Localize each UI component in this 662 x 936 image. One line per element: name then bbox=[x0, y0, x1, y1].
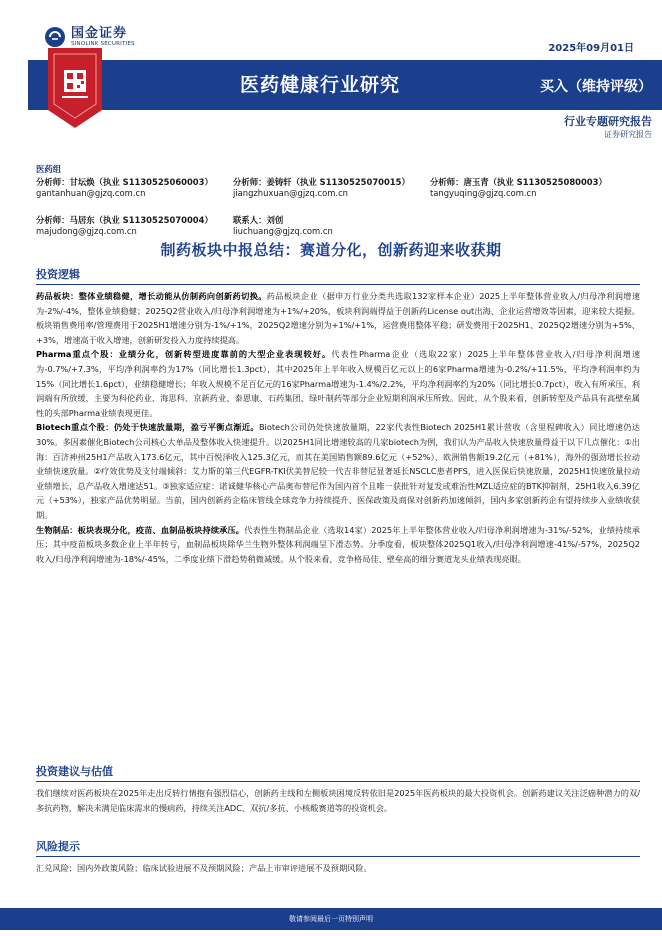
analyst-email[interactable]: majudong@gjzq.com.cn bbox=[36, 226, 137, 236]
paragraph bbox=[36, 420, 640, 522]
paragraph-body: Biotech公司仍处快速放量期，22家代表性Biotech 2025H1累计营收（含里程碑收入）同比增速仍达30%。多因素催化Biotech公司核心大单品及整体收入快速提升。以2025H1同比增速较高的几家biotech为例，我们认为产品收入快速放量得益于以下几点催化：①出海：百济神州25H1产品收入173.6亿元，其中百悦泽收入125.3亿元，而其在美国销售额89.6亿元（+52%）、欧洲销售额19.2亿元（+81%），海外的强劲增长拉动业绩快速放量。②疗效优势及支付端倾斜：艾力斯的第三代EGFR-TKI伏美替尼较一代吉非替尼显著延长NSCLC患者PFS，进入医保后快速放量，2025H1快速放量拉动业绩增长，总产品收入增速达51。③独家适应症：诺诚健华核心产品奥布替尼作为国内首个且唯一获批针对复发或难治性MZL适应症的BTK抑制剂，25H1收入6.39亿元（+53%），独家产品优势明显。当前，国内创新药企临床管线全球竞争力持续提升、医保政策及商保对创新药加速倾斜，国内多家创新药企有望持续步入业绩收获期。 bbox=[36, 422, 640, 520]
paragraph-body: 代表性生物制品企业（选取14家）2025年上半年整体营业收入/归母净利润增速为-31%/-52%，业绩持续承压；其中疫苗板块多数企业上半年转亏，血制品板块除华兰生物外整体利润端呈下滑态势。分季度看，板块整体2025Q1收入/归母净利润增速-41%/-57%，2025Q2收入/归母净利润增速为-18%/-45%，二季度业绩下滑趋势稍微减缓。从个股来看，竞争格局佳、壁垒高的细分赛道龙头业绩表现亮眼。 bbox=[36, 524, 640, 564]
disclaimer-link[interactable]: 敬请参阅最后一页特别声明 bbox=[289, 915, 373, 923]
report-header bbox=[0, 0, 662, 140]
report-title: 医药健康行业研究 bbox=[240, 74, 401, 96]
analyst-cell bbox=[233, 215, 430, 237]
analyst-email[interactable]: jiangzhuxuan@gjzq.com.cn bbox=[233, 188, 348, 198]
report-headline: 制药板块中报总结：赛道分化，创新药迎来收获期 bbox=[160, 241, 502, 259]
paragraph-lead: 生物制品：板块表现分化，疫苗、血制品板块持续承压。 bbox=[36, 524, 245, 535]
analyst-email[interactable]: tangyuqing@gjzq.com.cn bbox=[430, 188, 537, 198]
paragraph-body: 药品板块企业（据申万行业分类共选取132家样本企业）2025上半年整体营业收入/归母净利润增速为-2%/-4%，整体业绩稳健；2025Q2营业收入/归母净利润增速为+1%/+20%，板块利润端得益于创新药License out出海、企业运营增效等因素，迎来较大提振。板块销售费用率/管理费用于2025H1增速分别为-1%/+1%，2025Q2增速分别为+1%/+1%，运营费用整体平稳；研发费用于2025H1、2025Q2增速分别为+5%、+3%，增速高于收入增速，创新研发投入力度持续提高。 bbox=[36, 291, 640, 345]
section-title: 风险提示 bbox=[36, 838, 640, 857]
paragraph-lead: Biotech重点个股：仍处于快速放量期，盈亏平衡点渐近。 bbox=[36, 422, 259, 433]
title-banner bbox=[28, 60, 662, 110]
analyst-row bbox=[36, 215, 646, 237]
report-type-label: 行业专题研究报告 bbox=[564, 115, 652, 128]
section-title: 投资逻辑 bbox=[36, 266, 640, 285]
paragraph: 我们继续对医药板块在2025年走出反转行情抱有强烈信心，创新药主线和左侧板块困境反转依旧是2025年医药板块的最大投资机会。创新药建议关注泛癌种潜力的双/多抗药物，解决未满足临床需求的慢病药，持续关注ADC、双抗/多抗、小核酸赛道等的投资机会。 bbox=[36, 788, 640, 813]
analyst-cell bbox=[233, 177, 430, 199]
red-seal-badge-icon bbox=[40, 48, 110, 128]
company-logo bbox=[44, 26, 135, 48]
paragraph-lead: Pharma重点个股：业绩分化，创新转型进度靠前的大型企业表现较好。 bbox=[36, 349, 332, 360]
analyst-group-label: 医药组 bbox=[36, 164, 62, 174]
paragraph-lead: 药品板块：整体业绩稳健，增长动能从仿制药向创新药切换。 bbox=[36, 291, 267, 301]
paragraph: 汇兑风险；国内外政策风险；临床试验进展不及预期风险；产品上市审评进展不及预期风险。 bbox=[36, 863, 372, 873]
paragraph bbox=[36, 523, 640, 567]
logo-cn-text: 国金证券 bbox=[71, 25, 128, 41]
investment-advice-section bbox=[36, 763, 640, 815]
analyst-name: 分析师：甘坛焕（执业 S1130525060003） bbox=[36, 177, 213, 187]
section-title: 投资建议与估值 bbox=[36, 763, 640, 782]
risk-section bbox=[36, 838, 640, 876]
analyst-row bbox=[36, 177, 646, 199]
analyst-name: 分析师：马居东（执业 S1130525070004） bbox=[36, 215, 213, 225]
analyst-name: 分析师：姜铸轩（执业 S1130525070015） bbox=[233, 177, 410, 187]
paragraph bbox=[36, 347, 640, 420]
report-sub-label: 证券研究报告 bbox=[604, 130, 652, 139]
sinolink-logo-icon bbox=[44, 26, 66, 48]
analyst-name: 分析师：唐玉青（执业 S1130525080003） bbox=[430, 177, 607, 187]
analyst-cell bbox=[36, 215, 233, 237]
logo-en-text: SINOLINK SECURITIES bbox=[71, 40, 135, 47]
investment-logic-section bbox=[36, 266, 640, 566]
page-footer bbox=[0, 908, 662, 930]
paragraph-body: 代表性Pharma企业（选取22家）2025上半年整体营业收入/归母净利润增速为-0.7%/+7.3%，平均净利润率约为17%（同比增长1.3pct），其中2025年上半年收入规模百亿元以上的6家Pharma增速为-0.2%/+11.5%，平均净利润率约为15%（同比增长1.6pct），业绩稳健增长；年收入规模不足百亿元的16家Pharma增速为-1.4%/2.2%，平均净利润率约为20%（同比增长0.7pct），收入有所承压、利润端有所放缓，主要为科伦药业、海思科、京新药业、泰恩康、石药集团、绿叶制药等部分企业短期利润承压所致。因此，从个股来看，创新转型及产品具有高壁垒属性的头部Pharma业绩表现更佳。 bbox=[36, 349, 641, 418]
contact-email[interactable]: liuchuang@gjzq.com.cn bbox=[233, 226, 333, 236]
analyst-cell bbox=[36, 177, 233, 199]
rating-label: 买入（维持评级） bbox=[540, 79, 652, 95]
paragraph bbox=[36, 289, 640, 347]
analyst-cell bbox=[430, 177, 627, 199]
report-date: 2025年09月01日 bbox=[548, 43, 634, 54]
analyst-email[interactable]: gantanhuan@gjzq.com.cn bbox=[36, 188, 146, 198]
analyst-block bbox=[36, 164, 646, 237]
contact-name: 联系人：刘创 bbox=[233, 215, 284, 225]
